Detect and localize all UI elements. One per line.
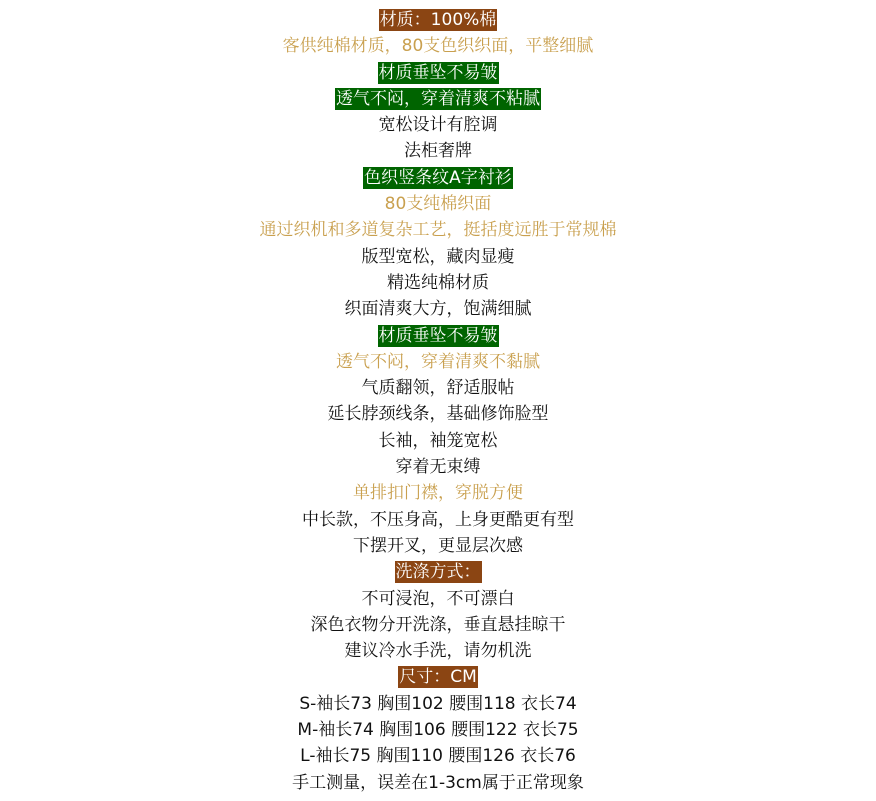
line-text: 法柜奢牌 [404,141,472,162]
text-line-measurement-note [0,770,876,796]
text-line-breathable-highlight [0,86,876,112]
line-text: 客供纯棉材质，80支色织织面，平整细腻 [282,36,594,57]
line-text: M-袖长74 胸围106 腰围122 衣长75 [297,720,579,741]
line-text: 80支纯棉织面 [384,194,492,215]
line-text: 洗涤方式： [395,562,481,583]
text-line-hem-slit-line [0,533,876,559]
text-line-wash-rule-2 [0,612,876,638]
line-text: 材质垂坠不易皱 [378,62,498,83]
text-line-fit-line [0,244,876,270]
line-text: 延长脖颈线条，基础修饰脸型 [327,404,549,425]
text-line-fabric-line [0,191,876,217]
line-text: 长袖，袖笼宽松 [378,430,498,451]
line-text: 透气不闷，穿着清爽不黏腻 [336,351,540,372]
line-text: L-袖长75 胸围110 腰围126 衣长76 [300,746,576,767]
text-line-size-heading [0,664,876,690]
text-line-size-s [0,691,876,717]
text-line-drape-highlight-2 [0,323,876,349]
text-line-comfort-line [0,454,876,480]
text-line-wash-rule-1 [0,586,876,612]
line-text: 材质：100%棉 [379,10,497,30]
line-text: S-袖长73 胸围102 腰围118 衣长74 [299,693,577,714]
text-line-brand-line [0,138,876,164]
text-line-sleeve-line [0,428,876,454]
line-text: 下摆开叉，更显层次感 [353,535,523,556]
text-line-size-m [0,717,876,743]
line-text: 宽松设计有腔调 [378,115,498,136]
text-line-wash-rule-3 [0,638,876,664]
line-text: 气质翻领，舒适服帖 [361,378,515,399]
text-line-fabric-texture-line [0,296,876,322]
line-text: 中长款，不压身高，上身更酷更有型 [302,509,574,530]
text-line-collar-line [0,375,876,401]
line-text: 建议冷水手洗，请勿机洗 [344,641,532,662]
text-line-washing-heading [0,559,876,585]
line-text: 织面清爽大方，饱满细腻 [344,299,532,320]
line-text: 精选纯棉材质 [387,272,489,293]
line-text: 色织竖条纹A字衬衫 [364,167,512,188]
line-text: 尺寸：CM [399,667,477,688]
text-line-size-l [0,743,876,769]
line-text: 穿着无束缚 [395,457,481,478]
text-line-material-heading [0,7,876,33]
line-text: 透气不闷，穿着清爽不粘腻 [336,88,540,109]
text-line-cotton-line [0,270,876,296]
line-text: 版型宽松，藏肉显瘦 [361,246,515,267]
text-line-loose-design-line [0,112,876,138]
text-line-material-desc [0,33,876,59]
text-line-breathable-line [0,349,876,375]
text-line-neck-line [0,401,876,427]
line-text: 单排扣门襟，穿脱方便 [353,483,523,504]
text-line-placket-line [0,480,876,506]
text-line-product-name-highlight [0,165,876,191]
text-line-length-line [0,507,876,533]
text-line-drape-highlight [0,60,876,86]
line-text: 深色衣物分开洗涤，垂直悬挂晾干 [310,614,566,635]
line-text: 通过织机和多道复杂工艺，挺括度远胜于常规棉 [259,220,617,241]
line-text: 不可浸泡，不可漂白 [361,588,515,609]
line-text: 材质垂坠不易皱 [378,325,498,346]
line-text: 手工测量，误差在1-3cm属于正常现象 [292,772,584,793]
text-line-craft-line [0,217,876,243]
